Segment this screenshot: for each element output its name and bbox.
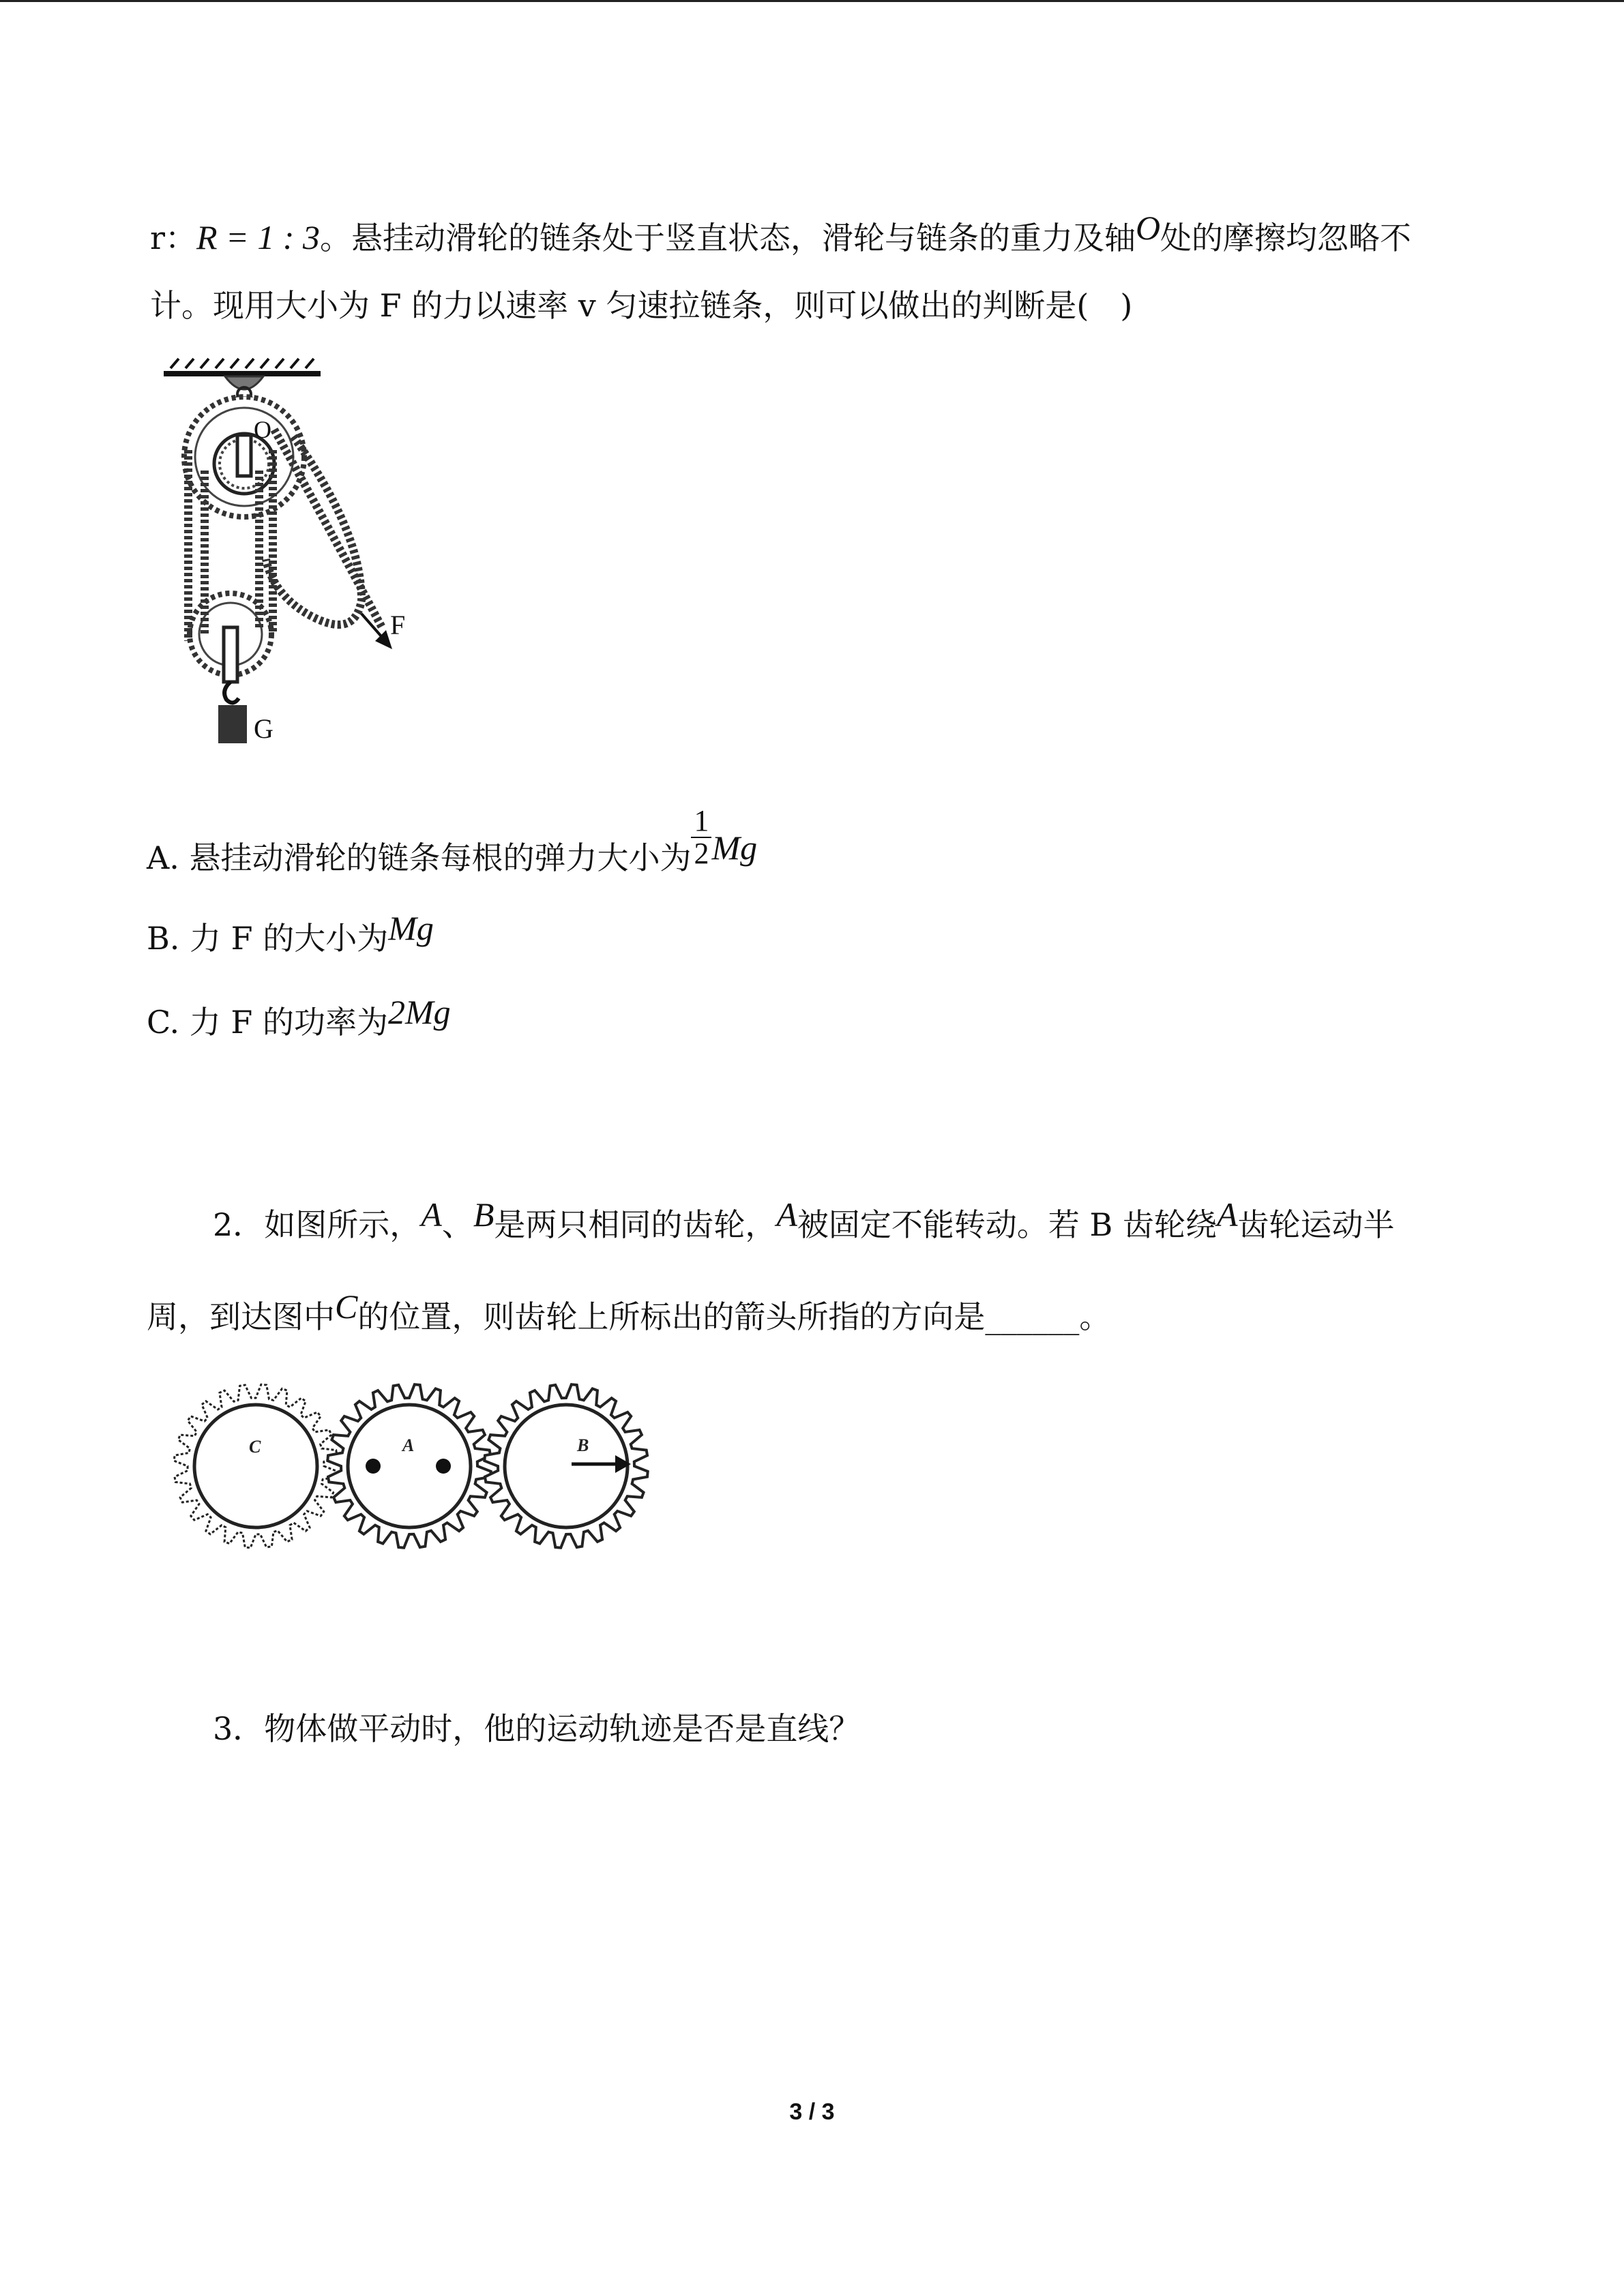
gear-b-label: B xyxy=(577,1435,589,1455)
q2-text-5: 齿轮运动半 xyxy=(1237,1206,1395,1243)
q1-option-a xyxy=(147,804,758,893)
pulley-chain-figure xyxy=(157,355,430,750)
option-a-text: A. 悬挂动滑轮的链条每根的弹力大小为 xyxy=(147,839,692,876)
q1-stem-line2: 计。现用大小为 F 的力以速率 v 匀速拉链条，则可以做出的判断是( ) xyxy=(150,287,1133,324)
q2-line2 xyxy=(147,1287,1111,1337)
q2-math-a-2: A xyxy=(776,1195,797,1234)
q1-text-b: 处的摩擦均忽略不 xyxy=(1160,220,1412,256)
ceiling-hatch xyxy=(164,359,321,376)
q2-line1 xyxy=(213,1195,1395,1245)
answer-blank: ______ xyxy=(985,1298,1080,1335)
gear-a xyxy=(327,1384,490,1547)
q2-text-1: 2．如图所示， xyxy=(213,1206,422,1243)
gear-a-label: A xyxy=(402,1435,415,1455)
q1-ratio-math: R = 1 : 3 xyxy=(196,218,320,256)
q2-math-b-1: B xyxy=(473,1195,494,1234)
q2-text-7: 的位置，则齿轮上所标出的箭头所指的方向是 xyxy=(357,1298,986,1335)
q2-text-3: 是两只相同的齿轮， xyxy=(494,1206,777,1243)
gear-a-left-dot xyxy=(366,1459,381,1474)
q1-axis-o-math: O xyxy=(1135,209,1161,247)
page-number: 3 / 3 xyxy=(789,2099,835,2125)
q1-option-b xyxy=(147,909,434,959)
q1-prefix: r： xyxy=(150,220,196,256)
gear-c-label: C xyxy=(249,1437,261,1457)
option-b-math: Mg xyxy=(388,909,434,947)
q2-text-6: 周，到达图中 xyxy=(147,1298,335,1335)
q2-math-a-3: A xyxy=(1216,1195,1238,1234)
q1-stem-line1 xyxy=(150,209,1412,258)
option-a-math: Mg xyxy=(711,829,758,867)
q3-text: 3．物体做平动时，他的运动轨迹是否是直线？ xyxy=(213,1710,861,1747)
gear-a-right-dot xyxy=(436,1459,451,1474)
option-c-text: C. 力 F 的功率为 xyxy=(147,1004,388,1041)
q1-option-c xyxy=(147,993,451,1043)
q1-text-a: 。悬挂动滑轮的链条处于竖直状态，滑轮与链条的重力及轴 xyxy=(319,220,1136,256)
page-top-border xyxy=(0,0,1624,2)
gear-c xyxy=(174,1384,337,1547)
option-b-text: B. 力 F 的大小为 xyxy=(147,920,389,957)
q2-text-2: 、 xyxy=(441,1206,473,1243)
label-f: F xyxy=(390,610,406,640)
option-a-fraction xyxy=(691,805,711,869)
q2-text-4: 被固定不能转动。若 B 齿轮绕 xyxy=(797,1206,1217,1243)
gears-figure xyxy=(157,1371,682,1555)
q2-text-8: 。 xyxy=(1079,1298,1111,1335)
fraction-numerator: 1 xyxy=(691,805,711,838)
fraction-denominator: 2 xyxy=(694,837,709,870)
hook xyxy=(224,682,239,703)
option-c-math: 2Mg xyxy=(387,993,451,1031)
q2-math-c: C xyxy=(335,1287,358,1326)
label-g: G xyxy=(254,713,274,744)
label-o: O xyxy=(254,416,271,443)
weight-block xyxy=(218,705,247,743)
lower-hanger xyxy=(224,627,237,682)
q2-math-a-1: A xyxy=(421,1195,442,1234)
